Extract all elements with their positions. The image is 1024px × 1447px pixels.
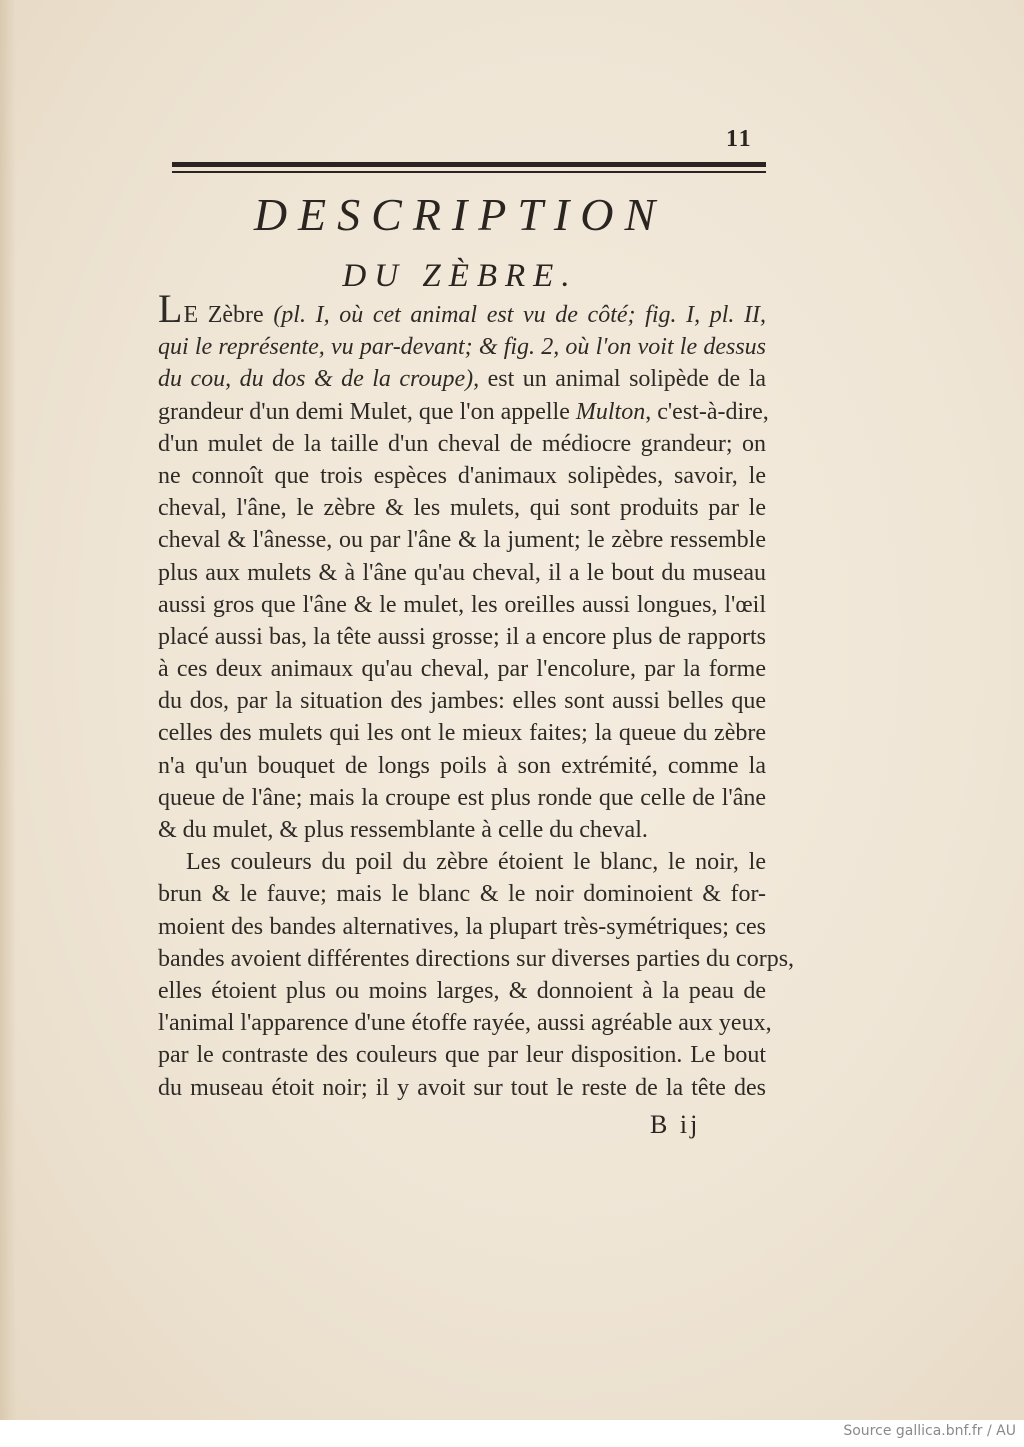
text-line xyxy=(158,331,766,363)
drop-initial: L xyxy=(158,286,184,331)
text-line: par le contraste des couleurs que par leur disposition. Le bout xyxy=(158,1042,766,1069)
text-line: bandes avoient différentes directions sur diverses parties du corps, xyxy=(158,945,795,972)
source-credit: Source gallica.bnf.fr / AU xyxy=(843,1423,1016,1439)
italic-run: qui le représente, vu par-devant; & fig. 2, où l'on voit le dessus xyxy=(158,334,766,361)
text-line: Les couleurs du poil du zèbre étoient le blanc, le noir, le xyxy=(186,849,766,876)
text-line: du museau étoit noir; il y avoit sur tout le reste de la tête des xyxy=(158,1074,766,1101)
text-line: celles des mulets qui les ont le mieux faites; la queue du zèbre xyxy=(158,720,766,747)
italic-run: (pl. I, où cet animal est vu de côté; fig. I, pl. II, xyxy=(273,302,767,328)
text-line: ne connoît que trois espèces d'animaux solipèdes, savoir, le xyxy=(158,462,766,489)
text-line: aussi gros que l'âne & le mulet, les oreilles aussi longues, l'œil xyxy=(158,591,766,618)
chapter-subtitle: DU ZÈBRE. xyxy=(342,258,578,294)
text-line: brun & le fauve; mais le blanc & le noir dominoient & for- xyxy=(158,881,766,908)
page-number: 11 xyxy=(726,126,753,152)
page-binding-shadow xyxy=(0,0,16,1420)
text-line: cheval, l'âne, le zèbre & les mulets, qui sont produits par le xyxy=(158,495,766,522)
chapter-title: DESCRIPTION xyxy=(253,189,667,240)
text-line: placé aussi bas, la tête aussi grosse; il a encore plus de rapports xyxy=(158,623,766,650)
text-line: & du mulet, & plus ressemblante à celle du cheval. xyxy=(158,817,648,843)
text-line: d'un mulet de la taille d'un cheval de médiocre grandeur; on xyxy=(158,430,766,457)
text-line: n'a qu'un bouquet de longs poils à son extrémité, comme la xyxy=(158,752,766,779)
text-line xyxy=(158,363,766,395)
text-run: , c'est-à-dire, xyxy=(645,398,769,425)
header-rule-thick xyxy=(172,162,766,167)
signature-mark: B ij xyxy=(650,1110,701,1139)
body-text xyxy=(158,286,795,1104)
text-run: est un animal solipède de la xyxy=(487,366,767,393)
text-run: grandeur d'un demi Mulet, que l'on appelle xyxy=(158,398,570,425)
italic-run: Multon xyxy=(575,398,646,425)
text-line: l'animal l'apparence d'une étoffe rayée, aussi agréable aux yeux, xyxy=(158,1010,772,1037)
text-run: E Zèbre xyxy=(183,302,264,328)
text-line: queue de l'âne; mais la croupe est plus ronde que celle de l'âne xyxy=(158,784,766,811)
text-line xyxy=(158,396,769,428)
text-line: du dos, par la situation des jambes: elles sont aussi belles que xyxy=(158,688,766,715)
text-line: plus aux mulets & à l'âne qu'au cheval, il a le bout du museau xyxy=(158,559,766,586)
text-line: cheval & l'ânesse, ou par l'âne & la jument; le zèbre ressemble xyxy=(158,527,766,554)
text-line: elles étoient plus ou moins larges, & donnoient à la peau de xyxy=(158,977,766,1004)
text-line xyxy=(158,286,767,331)
text-line: à ces deux animaux qu'au cheval, par l'encolure, par la forme xyxy=(158,656,766,683)
text-line: moient des bandes alternatives, la plupart très-symétriques; ces xyxy=(158,913,766,940)
header-rule-thin xyxy=(172,171,766,173)
italic-run: du cou, du dos & de la croupe), xyxy=(158,366,480,393)
